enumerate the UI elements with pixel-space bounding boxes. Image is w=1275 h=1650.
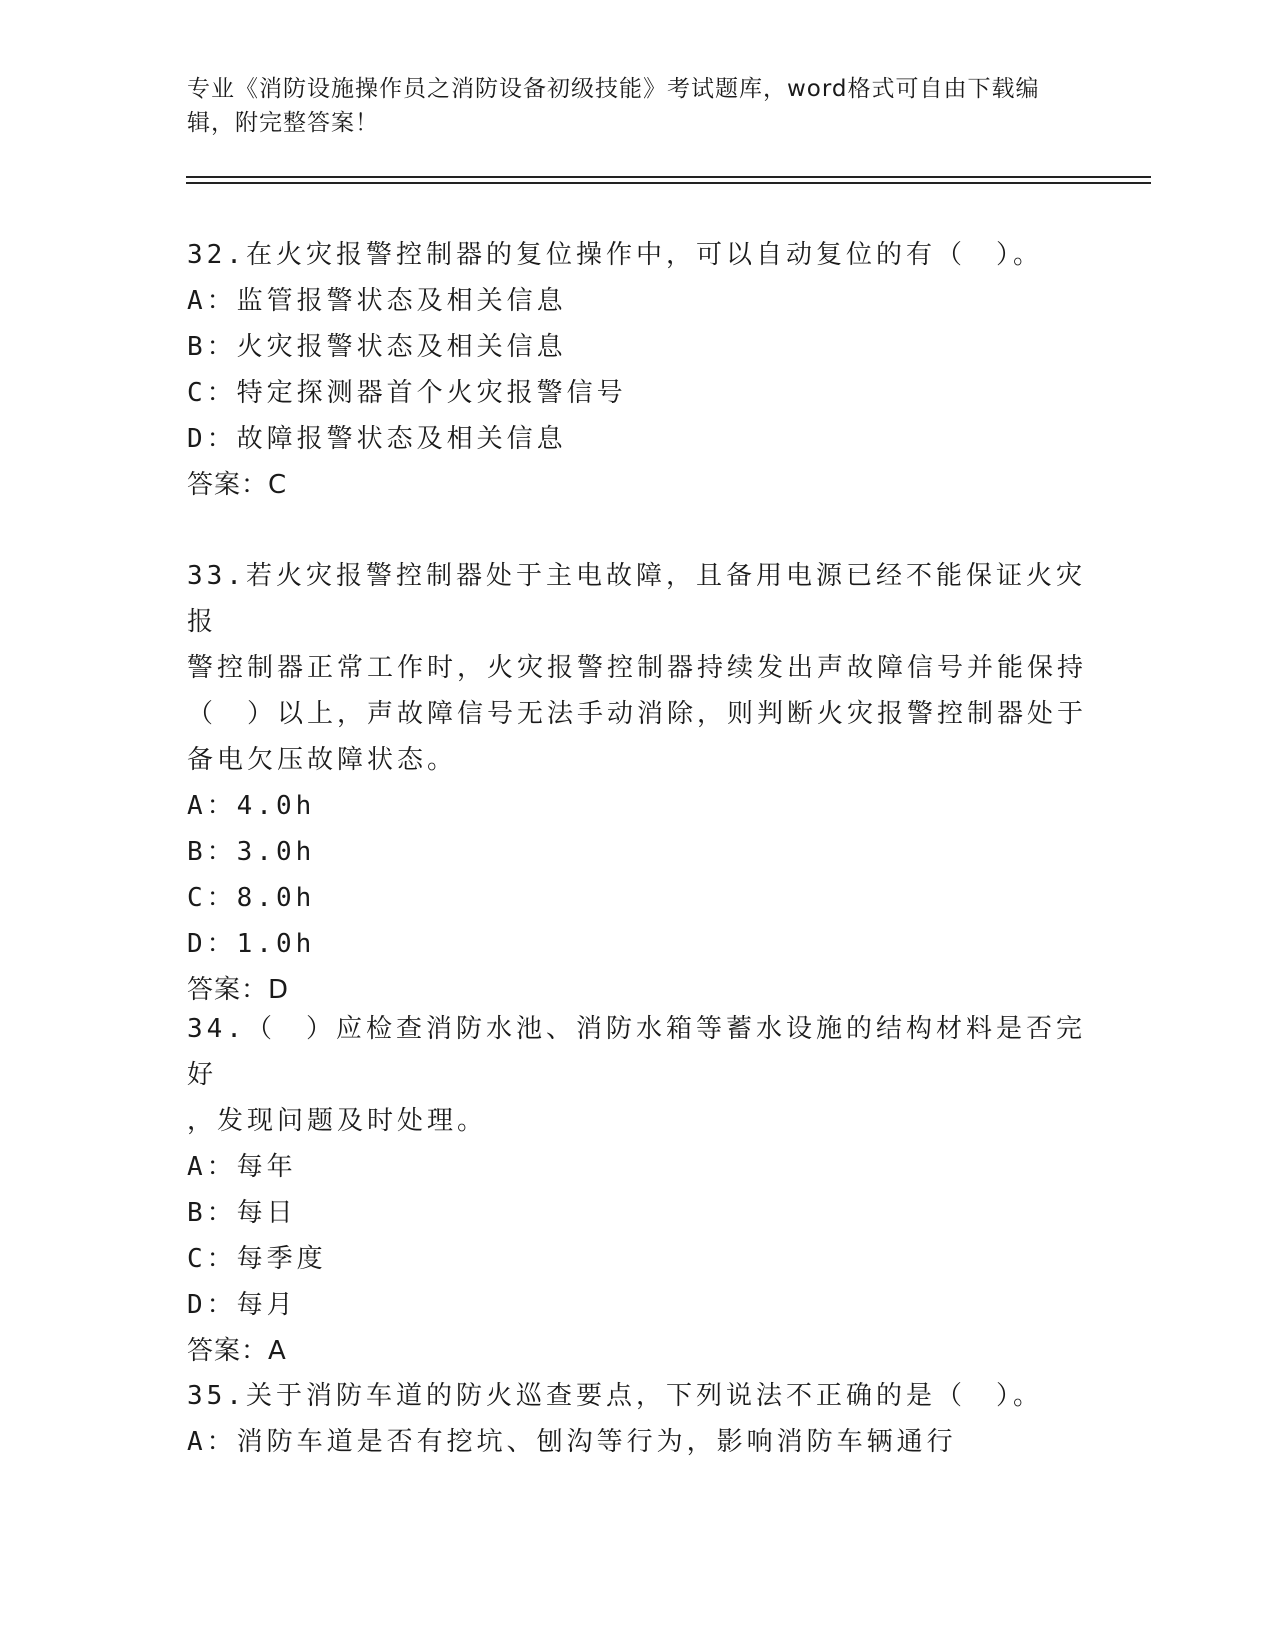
question-stem-line-4: 备电欠压故障状态。 — [187, 745, 458, 775]
answer: 答案：D — [187, 975, 290, 1005]
question-34 — [187, 1006, 1087, 1374]
question-stem-line-2: ，发现问题及时处理。 — [187, 1106, 488, 1136]
header-divider-bottom — [186, 182, 1151, 184]
question-stem-line-2: 警控制器正常工作时，火灾报警控制器持续发出声故障信号并能保持 — [187, 653, 1088, 683]
option-b: B：每日 — [187, 1198, 297, 1228]
question-35 — [187, 1373, 1087, 1465]
question-33 — [187, 553, 1087, 1013]
question-stem-line-1: 34.（ ）应检查消防水池、消防水箱等蓄水设施的结构材料是否完好 — [187, 1014, 1086, 1090]
question-stem-line-1: 33.若火灾报警控制器处于主电故障，且备用电源已经不能保证火灾报 — [187, 561, 1086, 637]
option-b: B：3.0h — [187, 837, 316, 867]
option-c: C：特定探测器首个火灾报警信号 — [187, 378, 627, 408]
header-divider-top — [186, 176, 1151, 178]
option-a: A：消防车道是否有挖坑、刨沟等行为，影响消防车辆通行 — [187, 1427, 957, 1457]
question-stem: 35.关于消防车道的防火巡查要点，下列说法不正确的是（ ）。 — [187, 1381, 1043, 1411]
option-d: D：每月 — [187, 1290, 297, 1320]
question-stem-line-3: （ ）以上，声故障信号无法手动消除，则判断火灾报警控制器处于 — [187, 699, 1088, 729]
option-a: A：监管报警状态及相关信息 — [187, 286, 567, 316]
option-c: C：每季度 — [187, 1244, 327, 1274]
answer: 答案：C — [187, 470, 288, 500]
option-d: D：故障报警状态及相关信息 — [187, 424, 567, 454]
option-a: A：每年 — [187, 1152, 297, 1182]
option-b: B：火灾报警状态及相关信息 — [187, 332, 567, 362]
option-d: D：1.0h — [187, 929, 316, 959]
answer: 答案：A — [187, 1336, 287, 1366]
document-header — [187, 72, 1087, 140]
header-line-2: 辑，附完整答案！ — [187, 110, 379, 136]
header-line-1: 专业《消防设施操作员之消防设备初级技能》考试题库，word格式可自由下载编 — [187, 76, 1040, 102]
question-32 — [187, 232, 1087, 508]
question-stem: 32.在火灾报警控制器的复位操作中，可以自动复位的有（ ）。 — [187, 240, 1043, 270]
option-c: C：8.0h — [187, 883, 316, 913]
option-a: A：4.0h — [187, 791, 316, 821]
